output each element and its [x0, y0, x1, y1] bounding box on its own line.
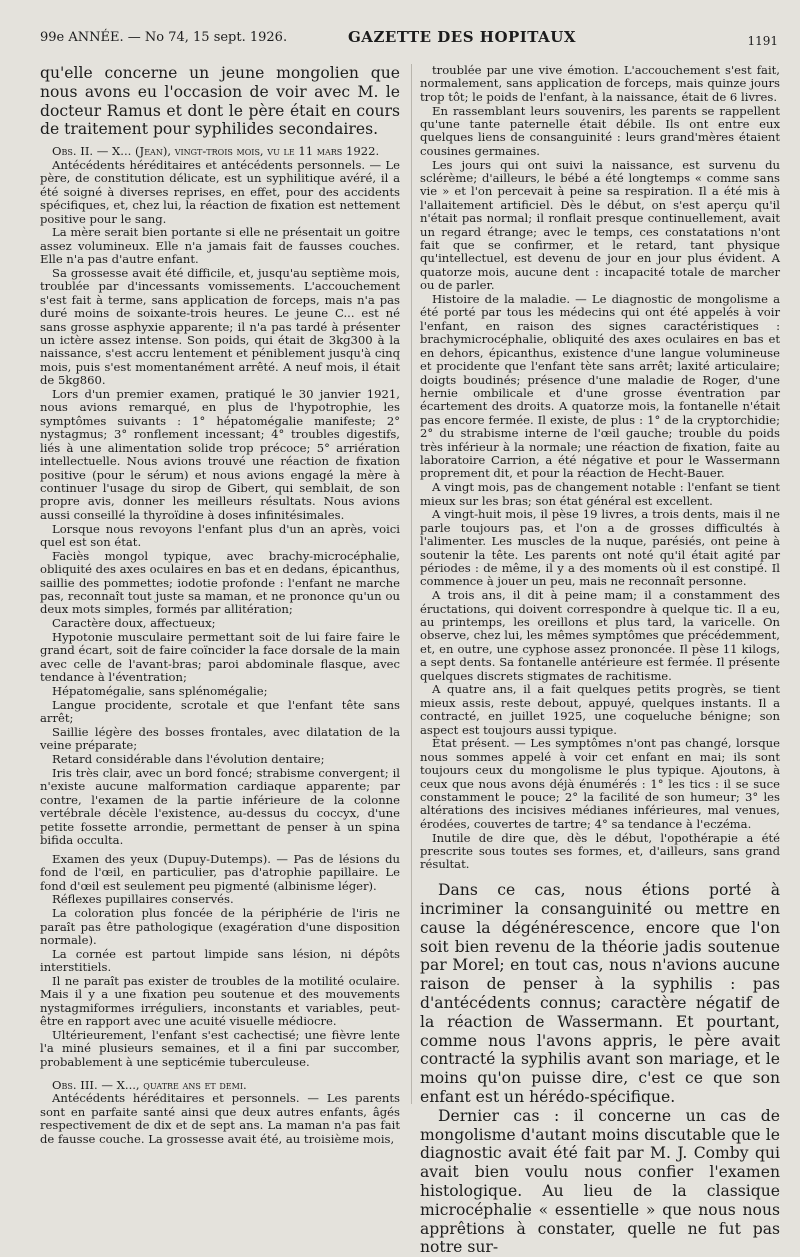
- column-divider: [411, 64, 412, 1104]
- paragraph: A trois ans, il dit à peine mam; il a constamment des éructations, qui doivent correspondre à quelque tic. Il a eu, au printemps, les oreillons et plus tard, la varicelle. On observe, chez lui, les mêmes symptômes que précédemment, et, en outre, une cyphose assez prononcée. Il pèse 11 kilogs, a sept dents. Sa fontanelle antérieure est fermée. Il présente quelques discrets stigmates de rachitisme.: [420, 588, 780, 683]
- paragraph: Langue procidente, scrotale et que l'enfant tête sans arrêt;: [40, 697, 400, 726]
- paragraph: Antécédents héréditaires et personnels. — Les parents sont en parfaite santé ainsi que deux autres enfants, âgés respectivement de dix et de sept ans. La maman n'a pas fait de fausse couche. La grossesse avait été, au troisième mois,: [40, 1091, 400, 1146]
- paragraph: Il ne paraît pas exister de troubles de la motilité oculaire. Mais il y a une fixation peu soutenue et des mouvements nystagmiformes irréguliers, inconstants et variables, peut-être en rapport avec une acuité visuelle médiocre.: [40, 974, 400, 1029]
- paragraph: Histoire de la maladie. — Le diagnostic de mongolisme a été porté par tous les médecins qui ont été appelés à voir l'enfant, en raison des signes caractéristiques : brachymicrocéphalie, obliquité des axes oculaires en bas et en dehors, épicanthus, existence d'une langue volumineuse et procidente que l'enfant tète sans arrêt; laxité articulaire; doigts boudinés; présence d'une maladie de Roger, d'une hernie ombilicale et d'une grosse éventration par écartement des droits. A quatorze mois, la fontanelle n'était pas encore fermée. Il existe, de plus : 1° de la cryptorchidie; 2° du strabisme interne de l'œil gauche; trouble du poids très inférieur à la normale; une réaction de fixation, faite au laboratoire Carrion, a été négative et pour le Wassermann proprement dit, et pour la réaction de Hecht-Bauer.: [420, 292, 780, 481]
- observation-3-title: Obs. III. — X..., quatre ans et demi.: [52, 1077, 247, 1092]
- paragraph: Saillie légère des bosses frontales, avec dilatation de la veine préparate;: [40, 724, 400, 753]
- paragraph: Iris très clair, avec un bord foncé; strabisme convergent; il n'existe aucune malformation cardiaque apparente; par contre, l'examen de la partie inférieure de la colonne vertébrale décèle l'existence, au-dessus du coccyx, d'une petite fossette arrondie, permettant de penser à un spina bifida occulta.: [40, 765, 400, 847]
- paragraph: troublée par une vive émotion. L'accouchement s'est fait, normalement, sans application de forceps, mais quinze jours trop tôt; le poids de l'enfant, à la naissance, était de 6 livres.: [420, 63, 780, 104]
- issue-info: 99e ANNÉE. — No 74, 15 sept. 1926.: [40, 30, 288, 45]
- paragraph: Inutile de dire que, dès le début, l'opothérapie a été prescrite sous toutes ses formes, et, d'ailleurs, sans grand résultat.: [420, 830, 780, 872]
- paragraph: Hépatomégalie, sans splénomégalie;: [52, 683, 268, 698]
- paragraph: Les jours qui ont suivi la naissance, est survenu du sclérème; d'ailleurs, le bébé a été longtemps « comme sans vie » et l'on percevait à peine sa respiration. Il a été mis à l'allaitement artificiel. Dès le début, on s'est aperçu qu'il n'était pas normal; il ronflait presque continuellement, avait un regard étrange; avec le temps, ces constatations n'ont fait que se confirmer, et le retard, tant physique qu'intellectuel, est devenu de jour en jour plus évident. A quatorze mois, aucune dent : incapacité totale de marcher ou de parler.: [420, 157, 780, 293]
- paragraph: Faciès mongol typique, avec brachy-microcéphalie, obliquité des axes oculaires en bas et en dedans, épicanthus, saillie des pommettes; iodotie profonde : l'enfant ne marche pas, reconnaît tout juste sa maman, et ne prononce qu'un ou deux mots simples, formés par allitération;: [40, 548, 400, 617]
- paragraph: En rassemblant leurs souvenirs, les parents se rappellent qu'une tante paternelle était débile. Ils ont entre eux quelques liens de consanguinité : leurs grand'mères étaient cousines germaines.: [420, 103, 780, 158]
- large-paragraph: Dans ce cas, nous étions porté à incriminer la consanguinité ou mettre en cause la dégénérescence, encore que l'on soit bien revenu de la théorie jadis soutenue par Morel; en tout cas, nous n'avions aucune raison de penser à la syphilis : pas d'antécédents connus; caractère négatif de la réaction de Wassermann. Et pourtant, comme nous l'avons appris, le père avait contracté la syphilis avant son mariage, et le moins qu'on puisse dire, c'est ce que son enfant est un hérédo-spécifique.: [420, 881, 780, 1107]
- paragraph: Ultérieurement, l'enfant s'est cachectisé; une fièvre lente l'a miné plusieurs semaines, et il a fini par succomber, probablement à une septicémie tuberculeuse.: [40, 1028, 400, 1069]
- paragraph: Sa grossesse avait été difficile, et, jusqu'au septième mois, troublée par d'incessants vomissements. L'accouchement s'est fait à terme, sans application de forceps, mais n'a pas duré moins de soixante-trois heures. Le jeune C... est né sans grosse asphyxie apparente; il n'a pas tardé à présenter un ictère assez intense. Son poids, qui était de 3kg300 à la naissance, s'est accru lentement et péniblement jusqu'à cinq mois, puis s'est momentanément arrêté. A neuf mois, il était de 5kg860.: [40, 266, 400, 388]
- paragraph: Lors d'un premier examen, pratiqué le 30 janvier 1921, nous avions remarqué, en plus de l'hypotrophie, les symptômes suivants : 1° hépatomégalie manifeste; 2° nystagmus; 3° ronflement incessant; 4° troubles digestifs, liés à une alimentation solide trop précoce; 5° arriération intellectuelle. Nous avions trouvé une réaction de fixation positive (pour le sérum) et nous avions engagé la mère à continuer l'usage du sirop de Gibert, qui semblait, de son propre avis, donner les meilleurs résultats. Nous avions aussi conseillé la thyroïdine à doses infinitésimales.: [40, 387, 400, 522]
- intro-paragraph: qu'elle concerne un jeune mongolien que nous avons eu l'occasion de voir avec M. le docteur Ramus et dont le père était en cours de traitement pour syphilides secondaires.: [40, 64, 400, 139]
- page-number: 1191: [747, 34, 778, 48]
- paragraph: Hypotonie musculaire permettant soit de lui faire faire le grand écart, soit de faire coïncider la face dorsale de la main avec celle de l'avant-bras; paroi abdominale flasque, avec tendance à l'éventration;: [40, 629, 400, 685]
- paragraph: Retard considérable dans l'évolution dentaire;: [52, 752, 325, 767]
- page-header: [40, 28, 784, 48]
- large-paragraph: Dernier cas : il concerne un cas de mongolisme d'autant moins discutable que le diagnostic avait été fait par M. J. Comby qui avait bien voulu nous confier l'examen histologique. Au lieu de la classique microcéphalie « essentielle » que nous nous apprêtions à constater, quelle ne fut pas notre sur-: [420, 1106, 780, 1257]
- paragraph: Lorsque nous revoyons l'enfant plus d'un an après, voici quel est son état.: [40, 521, 400, 549]
- paragraph: La mère serait bien portante si elle ne présentait un goitre assez volumineux. Elle n'a jamais fait de fausses couches. Elle n'a pas d'autre enfant.: [40, 225, 400, 267]
- paragraph: Réflexes pupillaires conservés.: [52, 892, 234, 907]
- paragraph: A vingt mois, pas de changement notable : l'enfant se tient mieux sur les bras; son état général est excellent.: [420, 480, 780, 508]
- paragraph: A quatre ans, il a fait quelques petits progrès, se tient mieux assis, reste debout, appuyé, quelques instants. Il a contracté, en juillet 1925, une coqueluche bénigne; son aspect est toujours aussi typique.: [420, 682, 780, 737]
- paragraph: Examen des yeux (Dupuy-Dutemps). — Pas de lésions du fond de l'œil, en particulier, pas d'atrophie papillaire. Le fond d'œil est seulement peu pigmenté (albinisme léger).: [40, 851, 400, 893]
- journal-title: GAZETTE DES HOPITAUX: [348, 28, 577, 46]
- observation-2-title: Obs. II. — X... (Jean), vingt-trois mois, vu le 11 mars 1922.: [52, 144, 380, 159]
- spacer: [420, 872, 780, 881]
- paragraph: La coloration plus foncée de la périphérie de l'iris ne paraît pas être pathologique (exagération d'une disposition normale).: [40, 906, 400, 947]
- paragraph: La cornée est partout limpide sans lésion, ni dépôts interstitiels.: [40, 946, 400, 975]
- left-column: [40, 64, 400, 1146]
- paragraph: État présent. — Les symptômes n'ont pas changé, lorsque nous sommes appelé à voir cet enfant en mai; ils sont toujours ceux du mongolisme le plus typique. Ajoutons, à ceux que nous avons déjà énumérés : 1° les tics : il se suce constamment le pouce; 2° la facilité de son humeur; 3° les altérations des incisives médianes inférieures, mal venues, érodées, couvertes de tartre; 4° sa tendance à l'eczéma.: [420, 736, 780, 831]
- paragraph: Caractère doux, affectueux;: [52, 616, 216, 631]
- right-column: [420, 64, 780, 1257]
- paragraph: Antécédents héréditaires et antécédents personnels. — Le père, de constitution délicate, est un syphilitique avéré, il a été soigné à diverses reprises, en effet, pour des accidents spécifiques, et, chez lui, la réaction de fixation est nettement positive pour le sang.: [40, 157, 400, 226]
- paragraph: A vingt-huit mois, il pèse 19 livres, a trois dents, mais il ne parle toujours pas, et l'on a de grosses difficultés à l'alimenter. Les muscles de la nuque, parésiés, ont peine à soutenir la tête. Les parents ont noté qu'il était agité par périodes : de même, il y a des moments où il est constipé. Il commence à jouer un peu, mais ne reconnaît personne.: [420, 507, 780, 589]
